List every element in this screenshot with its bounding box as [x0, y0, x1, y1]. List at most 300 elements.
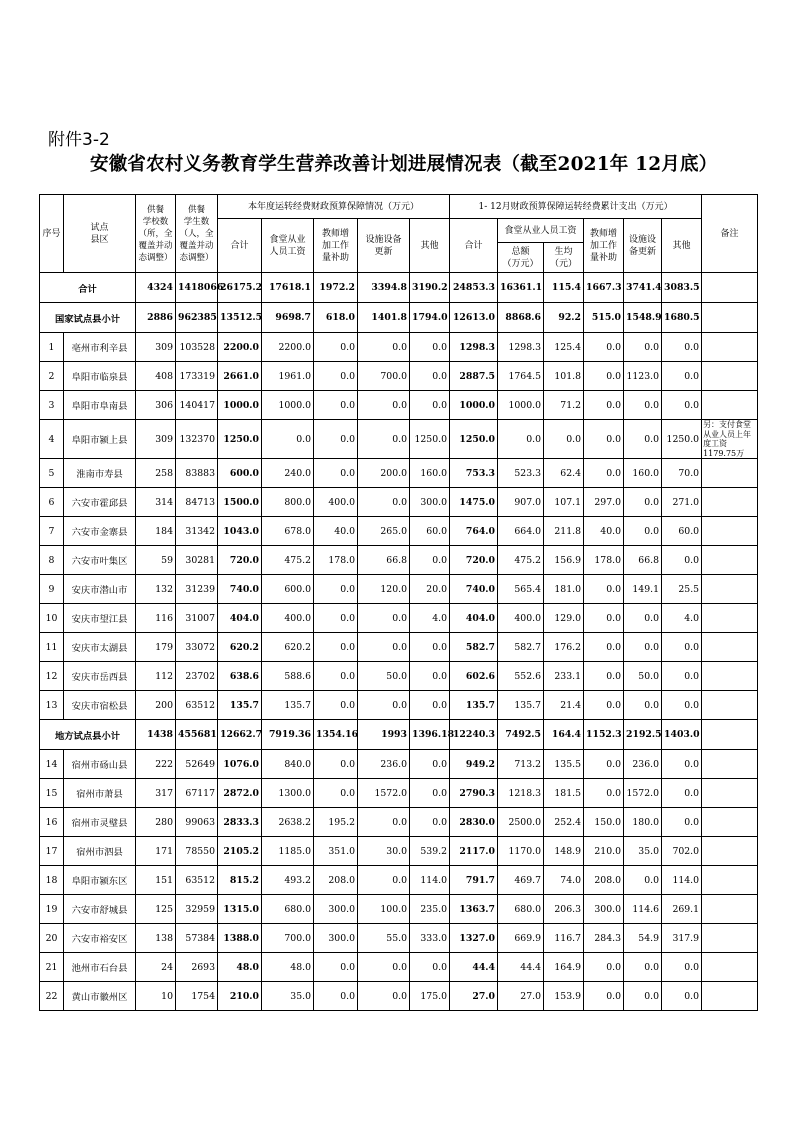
row-remark: [702, 808, 758, 837]
cell-value: 713.2: [498, 750, 544, 779]
cell-value: 1327.0: [450, 924, 498, 953]
row-county: 六安市裕安区: [64, 924, 136, 953]
cell-value: 0.0: [410, 691, 450, 720]
cell-value: 949.2: [450, 750, 498, 779]
header-budget-total: 合计: [218, 219, 262, 273]
cell-value: 195.2: [314, 808, 358, 837]
cell-value: 13512.5: [218, 303, 262, 333]
cell-value: 112: [136, 662, 176, 691]
cell-value: 148.9: [544, 837, 584, 866]
row-remark: [702, 691, 758, 720]
row-remark: [702, 575, 758, 604]
cell-value: 0.0: [314, 953, 358, 982]
cell-value: 0.0: [314, 982, 358, 1011]
cell-value: 99063: [176, 808, 218, 837]
cell-value: 0.0: [410, 333, 450, 362]
cell-value: 0.0: [584, 779, 624, 808]
cell-value: 31007: [176, 604, 218, 633]
cell-value: 211.8: [544, 517, 584, 546]
cell-value: 8868.6: [498, 303, 544, 333]
cell-value: 2200.0: [262, 333, 314, 362]
cell-value: 71.2: [544, 391, 584, 420]
cell-value: 236.0: [358, 750, 410, 779]
cell-value: 3394.8: [358, 273, 410, 303]
cell-value: 0.0: [358, 866, 410, 895]
cell-value: 306: [136, 391, 176, 420]
cell-value: 9698.7: [262, 303, 314, 333]
table-row: [40, 750, 758, 779]
cell-value: 138: [136, 924, 176, 953]
cell-value: 1123.0: [624, 362, 662, 391]
cell-value: 1170.0: [498, 837, 544, 866]
cell-value: 35.0: [262, 982, 314, 1011]
cell-value: 32959: [176, 895, 218, 924]
summary-row: [40, 303, 758, 333]
cell-value: 0.0: [584, 633, 624, 662]
cell-value: 164.9: [544, 953, 584, 982]
cell-value: 840.0: [262, 750, 314, 779]
cell-value: 54.9: [624, 924, 662, 953]
cell-value: 600.0: [262, 575, 314, 604]
row-seq: 11: [40, 633, 64, 662]
row-county: 淮南市寿县: [64, 459, 136, 488]
cell-value: 55.0: [358, 924, 410, 953]
cell-value: 309: [136, 333, 176, 362]
cell-value: 0.0: [662, 953, 702, 982]
cell-value: 0.0: [314, 604, 358, 633]
cell-value: 1250.0: [410, 420, 450, 459]
row-county: 宿州市萧县: [64, 779, 136, 808]
row-remark: [702, 604, 758, 633]
cell-value: 0.0: [584, 420, 624, 459]
row-remark: [702, 837, 758, 866]
cell-value: 208.0: [314, 866, 358, 895]
row-remark: [702, 517, 758, 546]
cell-value: 0.0: [662, 691, 702, 720]
row-county: 亳州市利辛县: [64, 333, 136, 362]
cell-value: 1298.3: [498, 333, 544, 362]
cell-value: 1754: [176, 982, 218, 1011]
row-seq: 3: [40, 391, 64, 420]
cell-value: 815.2: [218, 866, 262, 895]
cell-value: 24: [136, 953, 176, 982]
cell-value: 0.0: [624, 333, 662, 362]
row-seq: 19: [40, 895, 64, 924]
cell-value: 600.0: [218, 459, 262, 488]
cell-value: 740.0: [218, 575, 262, 604]
cell-value: 44.4: [498, 953, 544, 982]
cell-value: 30.0: [358, 837, 410, 866]
row-seq: 15: [40, 779, 64, 808]
cell-value: 107.1: [544, 488, 584, 517]
header-remark: 备注: [702, 195, 758, 273]
row-county: 六安市金寨县: [64, 517, 136, 546]
cell-value: 2872.0: [218, 779, 262, 808]
cell-value: 0.0: [584, 750, 624, 779]
cell-value: 0.0: [314, 633, 358, 662]
cell-value: 493.2: [262, 866, 314, 895]
cell-value: 258: [136, 459, 176, 488]
row-county: 六安市霍邱县: [64, 488, 136, 517]
row-seq: 14: [40, 750, 64, 779]
cell-value: 1475.0: [450, 488, 498, 517]
table-row: [40, 691, 758, 720]
row-remark: [702, 720, 758, 750]
row-seq: 1: [40, 333, 64, 362]
row-remark: [702, 333, 758, 362]
table-row: [40, 604, 758, 633]
row-seq: 10: [40, 604, 64, 633]
cell-value: 700.0: [358, 362, 410, 391]
cell-value: 0.0: [624, 866, 662, 895]
header-teacher-subsidy: 教师增 加工作 量补助: [314, 219, 358, 273]
header-spent-canteen-group: 食堂从业人员工资: [498, 219, 584, 243]
cell-value: 173319: [176, 362, 218, 391]
cell-value: 164.4: [544, 720, 584, 750]
cell-value: 1396.18: [410, 720, 450, 750]
cell-value: 309: [136, 420, 176, 459]
cell-value: 539.2: [410, 837, 450, 866]
row-seq: 9: [40, 575, 64, 604]
cell-value: 74.0: [544, 866, 584, 895]
cell-value: 12613.0: [450, 303, 498, 333]
cell-value: 178.0: [314, 546, 358, 575]
cell-value: 206.3: [544, 895, 584, 924]
cell-value: 469.7: [498, 866, 544, 895]
cell-value: 184: [136, 517, 176, 546]
cell-value: 100.0: [358, 895, 410, 924]
header-spent-other: 其他: [662, 219, 702, 273]
cell-value: 1354.16: [314, 720, 358, 750]
cell-value: 0.0: [662, 982, 702, 1011]
cell-value: 565.4: [498, 575, 544, 604]
cell-value: 156.9: [544, 546, 584, 575]
cell-value: 52649: [176, 750, 218, 779]
cell-value: 0.0: [584, 662, 624, 691]
cell-value: 200.0: [358, 459, 410, 488]
cell-value: 27.0: [450, 982, 498, 1011]
cell-value: 2638.2: [262, 808, 314, 837]
row-county: 阜阳市颍东区: [64, 866, 136, 895]
cell-value: 2693: [176, 953, 218, 982]
cell-value: 720.0: [450, 546, 498, 575]
cell-value: 269.1: [662, 895, 702, 924]
cell-value: 588.6: [262, 662, 314, 691]
cell-value: 404.0: [450, 604, 498, 633]
row-county: 宿州市灵璧县: [64, 808, 136, 837]
cell-value: 0.0: [358, 391, 410, 420]
table-row: [40, 953, 758, 982]
cell-value: 200: [136, 691, 176, 720]
cell-value: 523.3: [498, 459, 544, 488]
row-county: 安庆市望江县: [64, 604, 136, 633]
row-seq: 17: [40, 837, 64, 866]
row-county: 阜阳市颍上县: [64, 420, 136, 459]
row-county: 六安市舒城县: [64, 895, 136, 924]
cell-value: 351.0: [314, 837, 358, 866]
row-county: 六安市叶集区: [64, 546, 136, 575]
cell-value: 70.0: [662, 459, 702, 488]
cell-value: 0.0: [662, 362, 702, 391]
row-county: 宿州市泗县: [64, 837, 136, 866]
cell-value: 1972.2: [314, 273, 358, 303]
cell-value: 753.3: [450, 459, 498, 488]
cell-value: 678.0: [262, 517, 314, 546]
cell-value: 1572.0: [624, 779, 662, 808]
cell-value: 1000.0: [262, 391, 314, 420]
cell-value: 31239: [176, 575, 218, 604]
cell-value: 317: [136, 779, 176, 808]
cell-value: 620.2: [262, 633, 314, 662]
cell-value: 0.0: [662, 391, 702, 420]
cell-value: 284.3: [584, 924, 624, 953]
cell-value: 791.7: [450, 866, 498, 895]
row-county: 阜阳市阜南县: [64, 391, 136, 420]
row-county: 黄山市徽州区: [64, 982, 136, 1011]
cell-value: 1076.0: [218, 750, 262, 779]
row-seq: 13: [40, 691, 64, 720]
cell-value: 740.0: [450, 575, 498, 604]
cell-value: 1000.0: [450, 391, 498, 420]
cell-value: 4.0: [410, 604, 450, 633]
nutrition-plan-table: [39, 194, 758, 1011]
cell-value: 40.0: [584, 517, 624, 546]
cell-value: 103528: [176, 333, 218, 362]
cell-value: 638.6: [218, 662, 262, 691]
cell-value: 2830.0: [450, 808, 498, 837]
cell-value: 0.0: [624, 420, 662, 459]
cell-value: 3190.2: [410, 273, 450, 303]
header-spent-total: 合计: [450, 219, 498, 273]
cell-value: 2200.0: [218, 333, 262, 362]
cell-value: 12662.7: [218, 720, 262, 750]
header-schools: 供餐 学校数 （所，全 覆盖并动 态调整）: [136, 195, 176, 273]
cell-value: 59: [136, 546, 176, 575]
cell-value: 582.7: [450, 633, 498, 662]
cell-value: 271.0: [662, 488, 702, 517]
cell-value: 2192.5: [624, 720, 662, 750]
cell-value: 0.0: [584, 333, 624, 362]
row-remark: [702, 362, 758, 391]
table-row: [40, 837, 758, 866]
cell-value: 0.0: [410, 953, 450, 982]
cell-value: 0.0: [314, 420, 358, 459]
cell-value: 0.0: [662, 808, 702, 837]
cell-value: 1043.0: [218, 517, 262, 546]
cell-value: 300.0: [410, 488, 450, 517]
cell-value: 66.8: [358, 546, 410, 575]
row-county: 池州市石台县: [64, 953, 136, 982]
row-remark: [702, 633, 758, 662]
cell-value: 265.0: [358, 517, 410, 546]
cell-value: 1993: [358, 720, 410, 750]
cell-value: 0.0: [662, 546, 702, 575]
cell-value: 0.0: [498, 420, 544, 459]
row-remark: [702, 459, 758, 488]
row-county: 安庆市岳西县: [64, 662, 136, 691]
cell-value: 50.0: [358, 662, 410, 691]
row-remark: [702, 546, 758, 575]
table-row: [40, 546, 758, 575]
cell-value: 0.0: [358, 633, 410, 662]
cell-value: 115.4: [544, 273, 584, 303]
row-remark: [702, 953, 758, 982]
cell-value: 0.0: [358, 420, 410, 459]
row-seq: 8: [40, 546, 64, 575]
cell-value: 24853.3: [450, 273, 498, 303]
page-title: 安徽省农村义务教育学生营养改善计划进展情况表（截至2021年 12月底）: [90, 154, 718, 175]
cell-value: 0.0: [624, 488, 662, 517]
cell-value: 0.0: [358, 808, 410, 837]
cell-value: 907.0: [498, 488, 544, 517]
cell-value: 1572.0: [358, 779, 410, 808]
header-spent-group: 1- 12月财政预算保障运转经费累计支出（万元）: [450, 195, 702, 219]
cell-value: 7919.36: [262, 720, 314, 750]
cell-value: 0.0: [358, 333, 410, 362]
cell-value: 0.0: [410, 750, 450, 779]
cell-value: 300.0: [584, 895, 624, 924]
table-row: [40, 895, 758, 924]
cell-value: 2661.0: [218, 362, 262, 391]
cell-value: 0.0: [410, 633, 450, 662]
cell-value: 1185.0: [262, 837, 314, 866]
row-remark: [702, 391, 758, 420]
row-county: 安庆市潜山市: [64, 575, 136, 604]
cell-value: 0.0: [624, 391, 662, 420]
cell-value: 149.1: [624, 575, 662, 604]
cell-value: 1250.0: [218, 420, 262, 459]
cell-value: 63512: [176, 866, 218, 895]
header-spent-teacher: 教师增 加工作 量补助: [584, 219, 624, 273]
cell-value: 664.0: [498, 517, 544, 546]
cell-value: 1438: [136, 720, 176, 750]
cell-value: 17618.1: [262, 273, 314, 303]
cell-value: 2790.3: [450, 779, 498, 808]
cell-value: 0.0: [314, 662, 358, 691]
cell-value: 140417: [176, 391, 218, 420]
cell-value: 78550: [176, 837, 218, 866]
summary-row: [40, 273, 758, 303]
cell-value: 26175.2: [218, 273, 262, 303]
table-row: [40, 391, 758, 420]
table-row: [40, 420, 758, 459]
cell-value: 20.0: [410, 575, 450, 604]
cell-value: 116: [136, 604, 176, 633]
row-remark: [702, 866, 758, 895]
cell-value: 135.7: [218, 691, 262, 720]
cell-value: 0.0: [314, 691, 358, 720]
row-remark: [702, 779, 758, 808]
cell-value: 235.0: [410, 895, 450, 924]
row-county: 安庆市太湖县: [64, 633, 136, 662]
cell-value: 0.0: [584, 459, 624, 488]
cell-value: 0.0: [584, 391, 624, 420]
cell-value: 1500.0: [218, 488, 262, 517]
cell-value: 135.5: [544, 750, 584, 779]
cell-value: 181.0: [544, 575, 584, 604]
row-remark: [702, 662, 758, 691]
cell-value: 50.0: [624, 662, 662, 691]
cell-value: 1401.8: [358, 303, 410, 333]
table-row: [40, 866, 758, 895]
row-remark: [702, 895, 758, 924]
cell-value: 400.0: [314, 488, 358, 517]
header-canteen-wage: 食堂从业 人员工资: [262, 219, 314, 273]
cell-value: 552.6: [498, 662, 544, 691]
header-county: 试点 县区: [64, 195, 136, 273]
cell-value: 0.0: [410, 391, 450, 420]
cell-value: 1961.0: [262, 362, 314, 391]
header-other: 其他: [410, 219, 450, 273]
cell-value: 0.0: [314, 750, 358, 779]
cell-value: 1794.0: [410, 303, 450, 333]
cell-value: 333.0: [410, 924, 450, 953]
cell-value: 1315.0: [218, 895, 262, 924]
cell-value: 1680.5: [662, 303, 702, 333]
cell-value: 602.6: [450, 662, 498, 691]
cell-value: 0.0: [358, 953, 410, 982]
cell-value: 0.0: [358, 604, 410, 633]
cell-value: 0.0: [314, 362, 358, 391]
cell-value: 114.6: [624, 895, 662, 924]
cell-value: 62.4: [544, 459, 584, 488]
cell-value: 962385: [176, 303, 218, 333]
cell-value: 669.9: [498, 924, 544, 953]
cell-value: 44.4: [450, 953, 498, 982]
cell-value: 0.0: [584, 362, 624, 391]
table-row: [40, 808, 758, 837]
cell-value: 0.0: [662, 779, 702, 808]
cell-value: 160.0: [410, 459, 450, 488]
cell-value: 0.0: [314, 779, 358, 808]
table-row: [40, 575, 758, 604]
cell-value: 57384: [176, 924, 218, 953]
cell-value: 236.0: [624, 750, 662, 779]
cell-value: 1250.0: [450, 420, 498, 459]
cell-value: 210.0: [218, 982, 262, 1011]
cell-value: 2500.0: [498, 808, 544, 837]
row-seq: 12: [40, 662, 64, 691]
cell-value: 222: [136, 750, 176, 779]
attachment-label: 附件3-2: [48, 130, 110, 150]
cell-value: 1403.0: [662, 720, 702, 750]
cell-value: 114.0: [410, 866, 450, 895]
row-seq: 20: [40, 924, 64, 953]
cell-value: 0.0: [358, 982, 410, 1011]
row-seq: 2: [40, 362, 64, 391]
cell-value: 300.0: [314, 924, 358, 953]
cell-value: 720.0: [218, 546, 262, 575]
cell-value: 400.0: [262, 604, 314, 633]
cell-value: 233.1: [544, 662, 584, 691]
cell-value: 0.0: [662, 662, 702, 691]
table-row: [40, 333, 758, 362]
cell-value: 92.2: [544, 303, 584, 333]
cell-value: 27.0: [498, 982, 544, 1011]
cell-value: 2886: [136, 303, 176, 333]
cell-value: 125: [136, 895, 176, 924]
cell-value: 150.0: [584, 808, 624, 837]
cell-value: 2887.5: [450, 362, 498, 391]
cell-value: 25.5: [662, 575, 702, 604]
cell-value: 16361.1: [498, 273, 544, 303]
cell-value: 618.0: [314, 303, 358, 333]
cell-value: 1418066: [176, 273, 218, 303]
table-row: [40, 517, 758, 546]
cell-value: 1764.5: [498, 362, 544, 391]
cell-value: 30281: [176, 546, 218, 575]
row-label: 地方试点县小计: [40, 720, 136, 750]
